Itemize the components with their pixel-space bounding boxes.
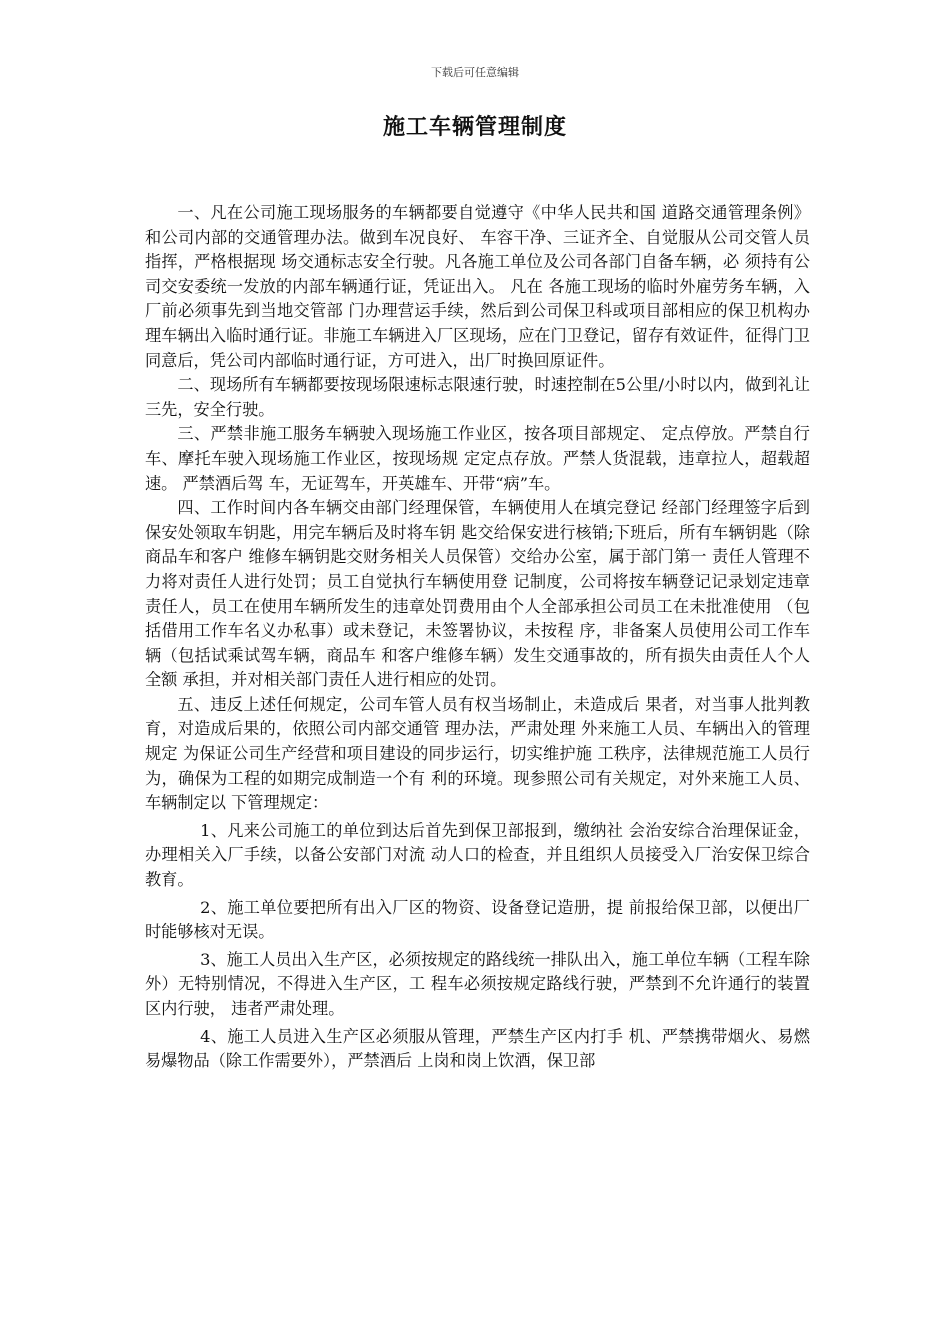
- paragraph-3: 三、严禁非施工服务车辆驶入现场施工作业区，按各项目部规定、 定点停放。严禁自行车、摩托车驶入现场施工作业区，按现场规 定定点存放。严禁人货混载，违章拉人，超载超速。 严禁酒后驾 车，无证驾车，开英雄车、开带“病”车。: [145, 424, 810, 493]
- page-header-note: 下载后可任意编辑: [431, 66, 519, 79]
- sub-item-4: 4、施工人员进入生产区必须服从管理，严禁生产区内打手 机、严禁携带烟火、易燃易爆物品（除工作需要外），严禁酒后 上岗和岗上饮酒，保卫部: [145, 1026, 810, 1071]
- sub-item-1: 1、凡来公司施工的单位到达后首先到保卫部报到，缴纳社 会治安综合治理保证金，办理相关入厂手续，以备公安部门对流 动人口的检查，并且组织人员接受入厂治安保卫综合教育。: [145, 820, 810, 890]
- document-title: 施工车辆管理制度: [382, 115, 567, 140]
- paragraph-4: 四、工作时间内各车辆交由部门经理保管，车辆使用人在填完登记 经部门经理签字后到保安处领取车钥匙，用完车辆后及时将车钥 匙交给保安进行核销;下班后，所有车辆钥匙（除商品车和客户 维修车辆钥匙交财务相关人员保管）交给办公室，属于部门第一 责任人管理不力将对责任人进行处罚；员工自觉执行车辆使用登 记制度，公司将按车辆登记记录划定违章责任人，员工在使用车辆所发生的违章处罚费用由个人全部承担公司员工在未批准使用 （包括借用工作车名义办私事）或未登记，未签署协议，未按程 序，非备案人员使用公司工作车辆（包括试乘试驾车辆，商品车 和客户维修车辆）发生交通事故的，所有损失由责任人个人全额 承担，并对相关部门责任人进行相应的处罚。: [145, 498, 810, 690]
- sub-item-3: 3、施工人员出入生产区，必须按规定的路线统一排队出入，施工单位车辆（工程车除外）无特别情况，不得进入生产区，工 程车必须按规定路线行驶，严禁到不允许通行的装置区内行驶， 违者严肃处理。: [145, 949, 810, 1018]
- paragraph-1: 一、凡在公司施工现场服务的车辆都要自觉遵守《中华人民共和国 道路交通管理条例》和公司内部的交通管理办法。做到车况良好、 车容干净、三证齐全、自觉服从公司交管人员指挥，严格根据现 场交通标志安全行驶。凡各施工单位及公司各部门自备车辆，必 须持有公司交安委统一发放的内部车辆通行证，凭证出入。 凡在 各施工现场的临时外雇劳务车辆，入厂前必须事先到当地交管部 门办理营运手续，然后到公司保卫科或项目部相应的保卫机构办 理车辆出入临时通行证。非施工车辆进入厂区现场，应在门卫登记，留存有效证件，征得门卫同意后，凭公司内部临时通行证，方可进入，出厂时换回原证件。: [145, 203, 810, 370]
- document-body: [145, 201, 810, 1074]
- paragraph-5: 五、违反上述任何规定，公司车管人员有权当场制止，未造成后 果者，对当事人批判教育，对造成后果的，依照公司内部交通管 理办法，严肃处理 外来施工人员、车辆出入的管理规定 为保证公司生产经营和项目建设的同步运行，切实维护施 工秩序，法律规范施工人员行为，确保为工程的如期完成制造一个有 利的环境。现参照公司有关规定，对外来施工人员、车辆制定以 下管理规定：: [145, 694, 810, 813]
- paragraph-2: 二、现场所有车辆都要按现场限速标志限速行驶，时速控制在5公里/小时以内，做到礼让三先，安全行驶。: [145, 375, 810, 419]
- sub-item-2: 2、施工单位要把所有出入厂区的物资、设备登记造册，提 前报给保卫部，以便出厂时能够核对无误。: [145, 897, 810, 942]
